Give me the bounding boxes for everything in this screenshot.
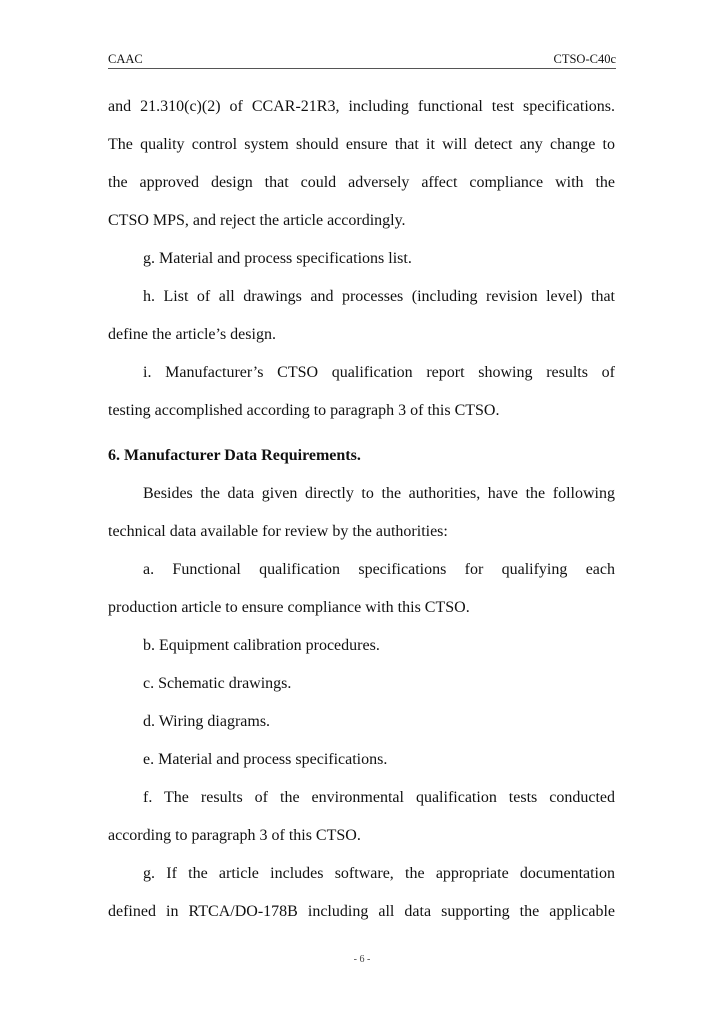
text-line: g. If the article includes software, the appropriate documentation bbox=[143, 865, 615, 882]
header-org: CAAC bbox=[108, 52, 143, 66]
text-line: production article to ensure compliance with this CTSO. bbox=[108, 599, 470, 616]
text-line: according to paragraph 3 of this CTSO. bbox=[108, 827, 361, 844]
text-line: defined in RTCA/DO-178B including all data supporting the applicable bbox=[108, 903, 615, 920]
page-number: - 6 - bbox=[353, 954, 371, 965]
text-line: b. Equipment calibration procedures. bbox=[143, 637, 380, 654]
text-line: a. Functional qualification specifications for qualifying each bbox=[143, 561, 615, 578]
text-line: e. Material and process specifications. bbox=[143, 751, 388, 768]
text-line: f. The results of the environmental qualification tests conducted bbox=[143, 789, 615, 806]
text-line: c. Schematic drawings. bbox=[143, 675, 292, 692]
text-line: Besides the data given directly to the authorities, have the following bbox=[143, 485, 615, 502]
text-line: The quality control system should ensure that it will detect any change to bbox=[108, 136, 615, 153]
text-line: g. Material and process specifications list. bbox=[143, 250, 412, 267]
text-line: i. Manufacturer’s CTSO qualification report showing results of bbox=[143, 364, 615, 381]
text-line: d. Wiring diagrams. bbox=[143, 713, 271, 730]
header-doc-id: CTSO-C40c bbox=[553, 52, 616, 66]
text-line: testing accomplished according to paragraph 3 of this CTSO. bbox=[108, 402, 500, 419]
text-line: technical data available for review by the authorities: bbox=[108, 523, 448, 540]
text-line: CTSO MPS, and reject the article accordingly. bbox=[108, 212, 406, 229]
text-line: and 21.310(c)(2) of CCAR-21R3, including functional test specifications. bbox=[108, 98, 615, 115]
text-line: h. List of all drawings and processes (including revision level) that bbox=[143, 288, 615, 305]
page-header bbox=[108, 52, 616, 69]
text-line: define the article’s design. bbox=[108, 326, 276, 343]
text-line: the approved design that could adversely affect compliance with the bbox=[108, 174, 615, 191]
section-heading: 6. Manufacturer Data Requirements. bbox=[108, 447, 361, 464]
